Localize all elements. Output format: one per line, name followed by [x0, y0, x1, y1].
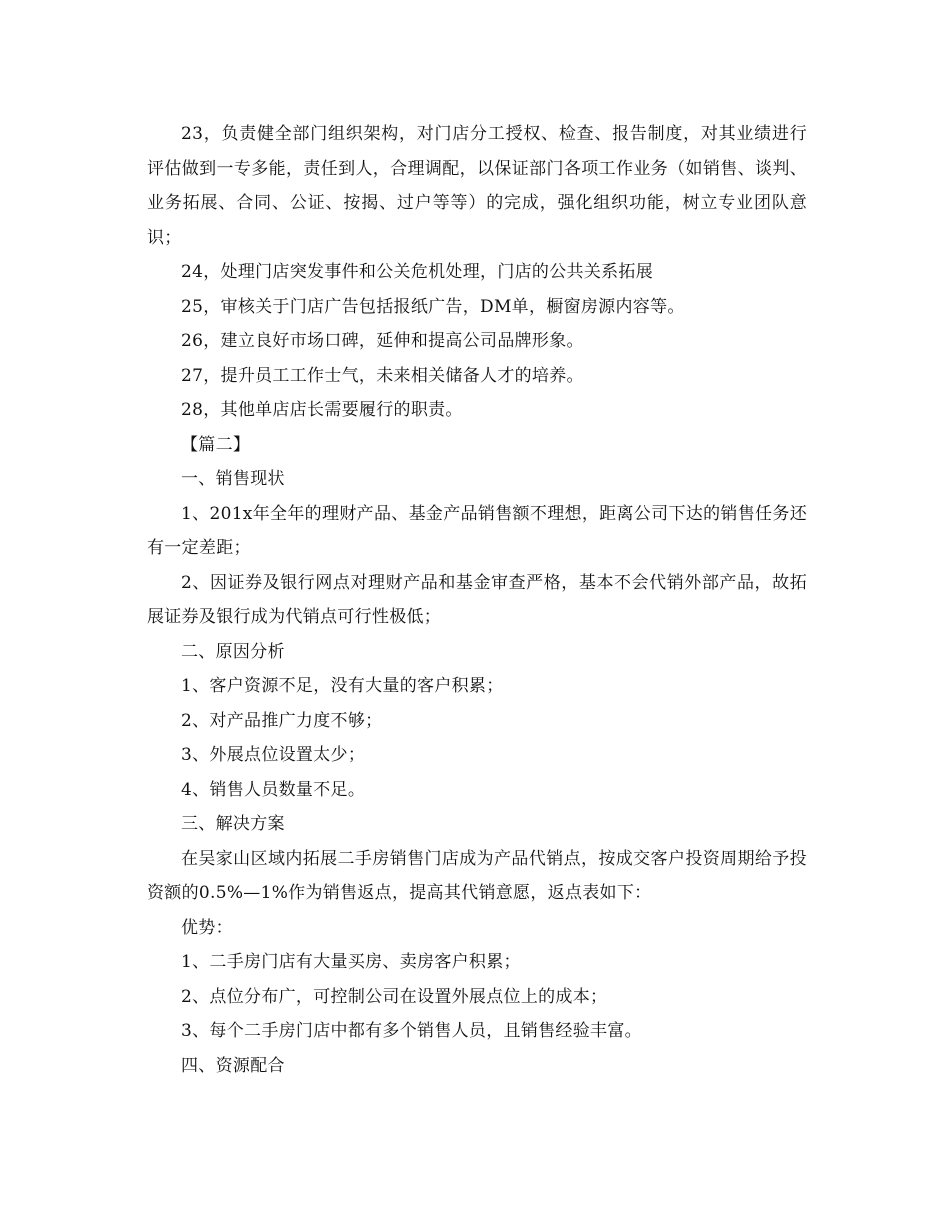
list-item: 3、每个二手房门店中都有多个销售人员，且销售经验丰富。: [181, 1021, 642, 1041]
section-heading-cause-analysis: 二、原因分析: [181, 641, 285, 662]
list-item: 2、点位分布广，可控制公司在设置外展点位上的成本；: [181, 986, 608, 1007]
list-item: 1、二手房门店有大量买房、卖房客户积累；: [181, 952, 521, 972]
paragraph-item-25: 25，审核关于门店广告包括报纸广告，DM单，橱窗房源内容等。: [181, 296, 685, 317]
paragraph-item-23: 23，负责健全部门组织架构，对门店分工授权、检查、报告制度，对其业绩进行评估做到一专多能，责任到人，合理调配，以保证部门各项工作业务（如销售、谈判、业务拓展、合同、公证、按揭、过户等等）的完成，强化组织功能，树立专业团队意识；: [147, 124, 807, 248]
section-heading-part-two: 【篇二】: [181, 434, 251, 455]
section-heading-sales-status: 一、销售现状: [181, 469, 285, 489]
document-body: [147, 117, 807, 1083]
solution-paragraph: 在吴家山区域内拓展二手房销售门店成为产品代销点，按成交客户投资周期给予投资额的0.5%—1%作为销售返点，提高其代销意愿，返点表如下：: [147, 848, 807, 903]
section-heading-resources: 四、资源配合: [181, 1055, 285, 1076]
section-heading-solution: 三、解决方案: [181, 814, 285, 834]
list-item: 4、销售人员数量不足。: [181, 779, 366, 800]
paragraph-item-28: 28，其他单店店长需要履行的职责。: [181, 400, 463, 420]
paragraph-item-27: 27，提升员工工作士气，未来相关储备人才的培养。: [181, 365, 584, 386]
list-item: 2、对产品推广力度不够；: [181, 710, 383, 731]
list-item: 1、201x年全年的理财产品、基金产品销售额不理想，距离公司下达的销售任务还有一定差距；: [147, 503, 807, 558]
paragraph-item-26: 26，建立良好市场口碑，延伸和提高公司品牌形象。: [181, 331, 584, 351]
advantages-label: 优势：: [181, 917, 233, 938]
paragraph-item-24: 24，处理门店突发事件和公关危机处理，门店的公共关系拓展: [181, 262, 654, 282]
list-item: 3、外展点位设置太少；: [181, 745, 366, 765]
list-item: 1、客户资源不足，没有大量的客户积累；: [181, 676, 504, 696]
list-item: 2、因证券及银行网点对理财产品和基金审查严格，基本不会代销外部产品，故拓展证券及银行成为代销点可行性极低；: [147, 572, 807, 627]
